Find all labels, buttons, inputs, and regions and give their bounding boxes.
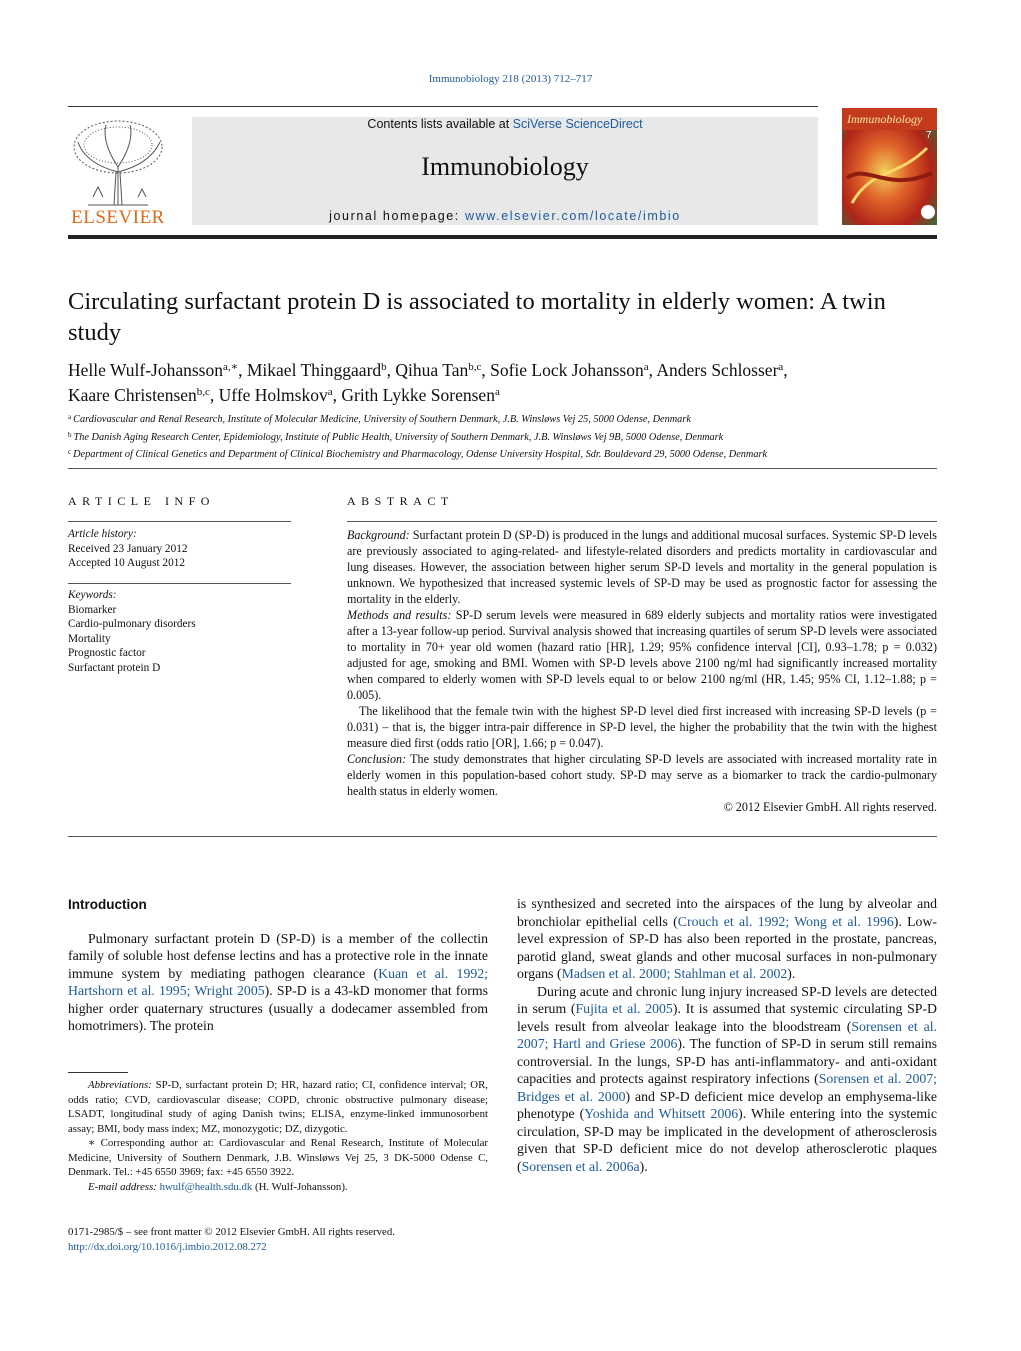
author[interactable]: Anders Schlosser$^a$ [656,360,784,380]
journal-cover-image [842,108,937,225]
affiliations [68,410,938,463]
cover-issue: 7 [926,130,932,141]
keywords-section [68,588,291,675]
affiliation: $^c$ Department of Clinical Genetics and Department of Clinical Biochemistry and Pharmacology, Odense University Hospital, Sdr. Bouldevard 29, 5000 Odense, Denmark [68,448,768,460]
author[interactable]: Mikael Thinggaard$^b$ [246,360,387,380]
abstract-bottom-rule [68,836,937,837]
header-thick-rule [68,235,937,239]
journal-ref-link[interactable]: Immunobiology 218 (2013) 712–717 [428,73,593,85]
abstract-conclusion: Conclusion: The study demonstrates that higher circulating SP-D levels are associated with increased mortality rate in elderly women in this population-based cohort study. SP-D may serve as a biomarker to track the cardio-pulmonary health status in elderly women. [347,752,937,798]
email-footnote: E-mail address: hwulf@health.sdu.dk (H. Wulf-Johansson). [88,1180,348,1193]
abstract-methods: Methods and results: SP-D serum levels were measured in 689 elderly subjects and mortality ratios were investigated after a 13-year follow-up period. Survival analysis showed that increasing quartiles of serum SP-D levels were associated to mortality in 70+ year old women (hazard ratio [HR], 1.29; 95% confidence interval [CI], 0.93–1.78; p = 0.032) adjusted for age, smoking and BMI. Women with SP-D levels above 2100 ng/ml had significantly increased mortality when compared to elderly women with SP-D levels equal to or below 2100 ng/ml (HR, 1.45; 95% CI, 1.12–1.88; p = 0.005). [347,608,937,702]
citation-link[interactable]: Sorensen et al. 2007; Bridges et al. 2000 [517,1071,937,1104]
abbreviations-footnote: Abbreviations: SP-D, surfactant protein D; HR, hazard ratio; CI, confidence interval; OR, odds ratio; CVD, cardiovascular disease; COPD, chronic obstructive pulmonary disease; LSADT, longitudinal study of aging Danish twins; ELISA, enzyme-linked immunosorbent assay; BMI, body mass index; MZ, monozygotic; DZ, dizygotic. [68,1079,488,1135]
intro-paragraph: is synthesized and secreted into the airspaces of the lung by alveolar and bronchiolar epithelial cells (Crouch et al. 1992; Wong et al. 1996). Low-level expression of SP-D has also been reported in the prostate, pancreas, parotid gland, sweat glands and other mucosal surfaces in non-pulmonary organs (Madsen et al. 2000; Stahlman et al. 2002). [517,896,937,981]
footnote-rule [68,1072,128,1073]
citation-link[interactable]: Madsen et al. 2000; Stahlman et al. 2002 [561,966,788,981]
citation-link[interactable]: Yoshida and Whitsett 2006 [584,1106,739,1121]
cover-title: Immunobiology [847,112,923,126]
elsevier-tree-icon [68,117,168,209]
intro-heading: Introduction [68,897,147,912]
top-rule [68,106,818,107]
keywords-rule [68,583,291,584]
journal-homepage [192,209,818,223]
intro-paragraph: During acute and chronic lung injury increased SP-D levels are detected in serum (Fujita et al. 2005). It is assumed that systemic circulating SP-D levels result from alveolar leakage into the bloodstream (Sorensen et al. 2007; Hartl and Griese 2006). The function of SP-D in serum still remains controversial. In the lungs, SP-D has anti-inflammatory- and anti-oxidant capacities and protects against respiratory infections (Sorensen et al. 2007; Bridges et al. 2000) and SP-D deficient mice develop an emphysema-like phenotype (Yoshida and Whitsett 2006). While entering into the systemic circulation, SP-D may be implicated in the development of atherosclerosis given that SP-D deficient mice do not develop atherosclerotic plaques (Sorensen et al. 2006a). [517,983,938,1174]
elsevier-logo[interactable] [68,117,168,229]
journal-reference[interactable] [0,73,1021,85]
article-title: Circulating surfactant protein D is associated to mortality in elderly women: A twin study [68,288,886,346]
abstract-copyright: © 2012 Elsevier GmbH. All rights reserved. [723,800,937,814]
author[interactable]: Helle Wulf-Johansson$^{a,∗}$ [68,360,239,380]
journal-cover[interactable] [842,108,937,225]
contents-prefix: Contents lists available at [367,117,513,131]
abstract-background: Background: Surfactant protein D (SP-D) is produced in the lungs and additional mucosal surfaces. Systemic SP-D levels are previously associated to aging-related- and lifestyle-related disorders and predicts mortality in cardiovascular and lung diseases. However, the association between higher serum SP-D levels and mortality in the general population is unknown. We hypothesized that increased systemic levels of SP-D may be used as prognostic factor for assessing the mortality in the elderly. [347,528,937,606]
accepted-date: Accepted 10 August 2012 [68,557,186,569]
intro-right-column [517,895,937,1175]
journal-title: Immunobiology [421,152,589,181]
author[interactable]: Kaare Christensen$^{b,c}$ [68,385,210,405]
abstract-heading: ABSTRACT [347,494,454,508]
keyword: Cardio-pulmonary disorders [68,618,196,630]
citation-link[interactable]: Sorensen et al. 2007; Hartl and Griese 2006 [517,1018,938,1051]
article-history [68,527,291,571]
affiliation-rule [68,468,937,469]
email-link[interactable]: hwulf@health.sdu.dk [159,1180,253,1193]
homepage-link[interactable]: www.elsevier.com/locate/imbio [464,209,681,223]
citation-link[interactable]: Crouch et al. 1992; Wong et al. 1996 [677,913,894,929]
intro-left-column [68,896,488,1035]
doi-link[interactable]: http://dx.doi.org/10.1016/j.imbio.2012.08.272 [68,1241,267,1253]
article-info-heading: ARTICLE INFO [68,494,215,508]
keyword: Biomarker [68,603,117,616]
article-info-rule [68,521,291,522]
elsevier-wordmark: ELSEVIER [71,207,165,228]
received-date: Received 23 January 2012 [68,542,188,555]
abstract-body [347,527,937,815]
keyword: Prognostic factor [68,647,146,659]
affiliation: $^b$ The Danish Aging Research Center, Epidemiology, Institute of Public Health, University of Southern Denmark, J.B. Winsløws Vej 9B, 5000 Odense, Denmark [68,430,724,443]
intro-paragraph: Pulmonary surfactant protein D (SP-D) is a member of the collectin family of soluble host defense lectins and has a protective role in the innate immune system by mediating pathogen clearance (Kuan et al. 1992; Hartshorn et al. 1995; Wright 2005). SP-D is a 43-kD monomer that forms higher order quaternary structures (usually a dodecamer assembled from homotrimers). The protein [68,930,488,1033]
abstract-rule [347,521,937,522]
publication-info [68,1225,488,1255]
contents-line [192,117,818,131]
author[interactable]: Uffe Holmskov$^a$ [218,385,333,405]
keyword: Surfactant protein D [68,661,161,674]
author-list: Helle Wulf-Johansson$^{a,∗}$, Mikael Thinggaard$^b$, Qihua Tan$^{b,c}$, Sofie Lock Johansson$^a$, Anders Schlosser$^a$, Kaare Christensen$^{b,c}$, Uffe Holmskov$^a$, Grith Lykke Sorensen$^a$ [68,360,788,405]
corresponding-author-footnote: ∗ Corresponding author at: Cardiovascular and Renal Research, Institute of Molecular Medicine, University of Southern Denmark, J.B. Winsløws Vej 25, 3 DK-5000 Odense C, Denmark. Tel.: +45 6550 3969; fax: +45 6550 3922. [68,1137,488,1178]
affiliation: $^a$ Cardiovascular and Renal Research, Institute of Molecular Medicine, University of Southern Denmark, J.B. Winsløws Vej 25, 5000 Odense, Denmark [68,413,691,425]
history-label: Article history: [68,528,137,540]
homepage-prefix: journal homepage: [329,209,465,223]
issn-line: 0171-2985/$ – see front matter © 2012 Elsevier GmbH. All rights reserved. [68,1226,395,1238]
sciencedirect-link[interactable]: SciVerse ScienceDirect [512,117,643,131]
footnotes [68,1078,488,1194]
abstract-twin-result: The likelihood that the female twin with the highest SP-D level died first increased with increasing SP-D levels (p = 0.031) – that is, the bigger intra-pair difference in SP-D level, the higher the probability that the twin with the highest measure died first (odds ratio [OR], 1.66; p = 0.047). [347,704,937,750]
citation-link[interactable]: Fujita et al. 2005 [575,1001,673,1016]
author[interactable]: Qihua Tan$^{b,c}$ [395,360,482,380]
author[interactable]: Sofie Lock Johansson$^a$ [490,360,649,380]
citation-link[interactable]: Sorensen et al. 2006a [521,1158,640,1174]
author[interactable]: Grith Lykke Sorensen$^a$ [341,385,500,405]
keywords-label: Keywords: [68,589,117,601]
keyword: Mortality [68,632,111,645]
citation-link[interactable]: Kuan et al. 1992; Hartshorn et al. 1995; Wright 2005 [68,965,488,998]
